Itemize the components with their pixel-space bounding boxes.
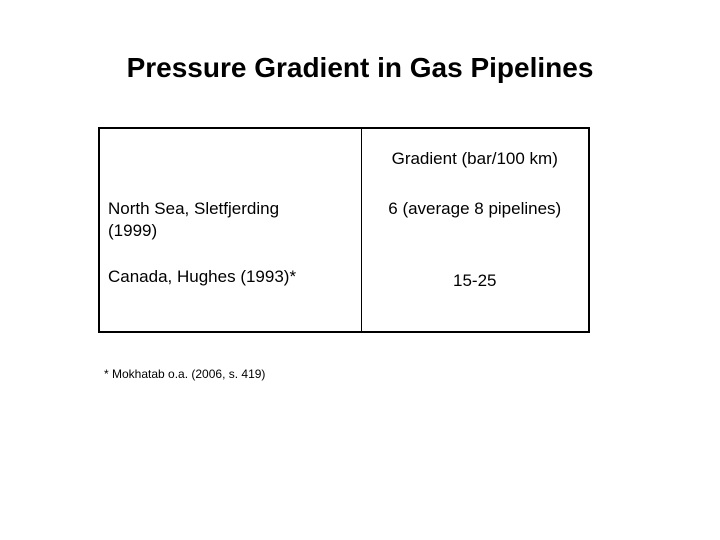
row-value: 15-25 — [361, 252, 589, 332]
row-label — [99, 188, 361, 252]
table-header-row — [99, 128, 589, 188]
footnote: * Mokhatab o.a. (2006, s. 419) — [104, 367, 266, 381]
header-cell-empty — [99, 128, 361, 188]
table-row — [99, 252, 589, 332]
pressure-gradient-table — [98, 127, 590, 333]
slide-title: Pressure Gradient in Gas Pipelines — [126, 52, 594, 83]
row-label-text: North Sea, Sletfjerding (1999) — [108, 199, 280, 240]
table-row — [99, 188, 589, 252]
row-label: Canada, Hughes (1993)* — [108, 267, 297, 286]
header-cell-gradient: Gradient (bar/100 km) — [361, 128, 589, 188]
row-value: 6 (average 8 pipelines) — [361, 188, 589, 252]
